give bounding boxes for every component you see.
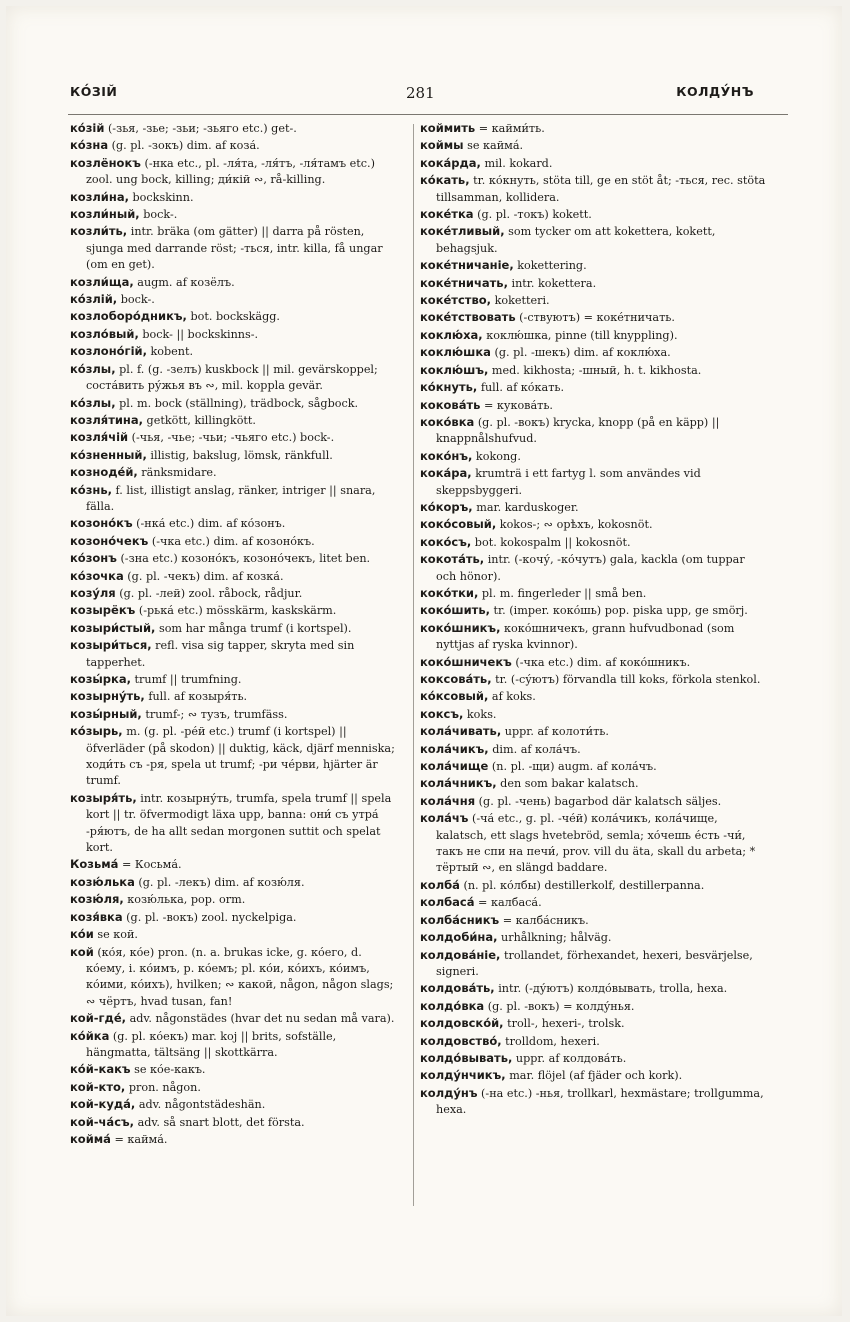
headword: козли́на, bbox=[70, 189, 129, 204]
headword: ко́зырь, bbox=[70, 724, 123, 739]
definition: pl. m. bock (ställning), trädbock, sågbock. bbox=[115, 396, 359, 410]
dictionary-entry bbox=[420, 327, 768, 344]
definition: se кой. bbox=[93, 928, 138, 942]
headword: коке́тствовать bbox=[420, 310, 516, 325]
dictionary-entry bbox=[420, 723, 768, 740]
definition: refl. visa sig tapper, skryta med sin tapperhet. bbox=[86, 639, 355, 669]
dictionary-entry bbox=[70, 568, 402, 585]
page-number: 281 bbox=[406, 84, 435, 102]
dictionary-entry bbox=[420, 414, 768, 448]
dictionary-entry bbox=[70, 723, 402, 790]
headword: колду́нъ bbox=[420, 1085, 478, 1100]
column-divider bbox=[413, 124, 414, 1206]
headword: коксъ, bbox=[420, 706, 464, 721]
dictionary-entry bbox=[420, 534, 768, 551]
dictionary-entry bbox=[420, 620, 768, 654]
dictionary-entry bbox=[420, 516, 768, 533]
headword: ко́ксовый, bbox=[420, 689, 489, 704]
definition: bock- || bockskinns-. bbox=[138, 327, 259, 341]
headword: ко́зна bbox=[70, 138, 109, 153]
headword: коко́нъ, bbox=[420, 448, 473, 463]
headword: козырну́ть, bbox=[70, 689, 145, 704]
dictionary-entry bbox=[70, 671, 402, 688]
dictionary-entry bbox=[70, 790, 402, 857]
definition: trumf-; ∾ тузъ, trumfäss. bbox=[141, 707, 288, 721]
headword: козля́чій bbox=[70, 430, 129, 445]
headword: колдова́ніе, bbox=[420, 947, 501, 962]
dictionary-entry bbox=[420, 980, 768, 997]
headword: козли́ть, bbox=[70, 224, 128, 239]
dictionary-entry bbox=[420, 758, 768, 775]
definition: af koks. bbox=[488, 690, 536, 704]
definition: urhålkning; hålväg. bbox=[497, 931, 612, 945]
definition: (ко́я, ко́е) pron. (n. a. brukas icke, g. ко́его, d. ко́ему, i. ко́имъ, p. ко́емъ; pl. ко́и, ко́ихъ, ко́имъ, ко́ими, ко́ихъ), hvilken; ∾ какой, någon, någon slags; ∾ чёртъ, hvad tusan, fan! bbox=[86, 945, 394, 1008]
headword: козу́ля bbox=[70, 585, 116, 600]
definition: kobent. bbox=[146, 345, 194, 359]
dictionary-entry bbox=[70, 706, 402, 723]
dictionary-entry bbox=[70, 944, 402, 1011]
dictionary-entry bbox=[70, 1010, 402, 1027]
dictionary-entry bbox=[420, 499, 768, 516]
headword: колдовско́й, bbox=[420, 1016, 504, 1031]
headword: козырёкъ bbox=[70, 603, 136, 618]
dictionary-entry bbox=[420, 998, 768, 1015]
dictionary-entry bbox=[420, 292, 768, 309]
left-guide-word: КО́ЗІЙ bbox=[70, 84, 118, 99]
headword: коке́тничать, bbox=[420, 275, 508, 290]
definition: intr. bräka (om gätter) || darra på rösten, sjunga med darrande röst; -ться, intr. killa, få ungar (om en get). bbox=[86, 225, 383, 272]
headword: коко́шить, bbox=[420, 603, 490, 618]
dictionary-entry bbox=[70, 620, 402, 637]
definition: dim. af кола́чъ. bbox=[488, 742, 581, 756]
dictionary-entry bbox=[70, 874, 402, 891]
headword: коко́тки, bbox=[420, 585, 479, 600]
headword: коко́совый, bbox=[420, 517, 497, 532]
dictionary-entry bbox=[420, 206, 768, 223]
dictionary-entry bbox=[70, 515, 402, 532]
dictionary-entry bbox=[70, 326, 402, 343]
headword: колба́ bbox=[420, 877, 460, 892]
dictionary-entry bbox=[70, 447, 402, 464]
dictionary-entry bbox=[420, 397, 768, 414]
headword: коймить bbox=[420, 121, 476, 135]
dictionary-entry bbox=[420, 344, 768, 361]
dictionary-entry bbox=[420, 137, 768, 154]
headword: кокова́ть bbox=[420, 397, 481, 412]
header-rule bbox=[68, 114, 788, 115]
definition: troll-, hexeri-, trolsk. bbox=[503, 1017, 625, 1031]
headword: кола́чникъ, bbox=[420, 776, 497, 791]
headword: козыря́ть, bbox=[70, 790, 137, 805]
definition: med. kikhosta; -шный, h. t. kikhosta. bbox=[488, 363, 702, 377]
definition: (-зья, -зье; -зьи; -зьяго etc.) get-. bbox=[104, 122, 297, 135]
dictionary-entry bbox=[420, 585, 768, 602]
definition: = калба́сникъ. bbox=[499, 913, 589, 927]
dictionary-entry bbox=[420, 223, 768, 257]
dictionary-entry bbox=[70, 550, 402, 567]
headword: ко́знь, bbox=[70, 482, 112, 497]
headword: козло́вый, bbox=[70, 326, 139, 341]
headword: колду́нчикъ, bbox=[420, 1068, 506, 1083]
definition: full. af козыря́ть. bbox=[144, 690, 248, 704]
definition: koks. bbox=[463, 707, 497, 721]
definition: trollandet, förhexandet, hexeri, besvärjelse, signeri. bbox=[436, 948, 753, 978]
headword: кола́чивать, bbox=[420, 724, 502, 739]
definition: = кукова́ть. bbox=[480, 398, 553, 412]
dictionary-entry bbox=[70, 585, 402, 602]
headword: ко́кнуть, bbox=[420, 380, 478, 395]
definition: tr. (imper. коко́шь) pop. piska upp, ge smörj. bbox=[490, 604, 748, 618]
headword: коклю́ха, bbox=[420, 327, 483, 342]
definition: tr. ко́кнуть, stöta till, ge en stöt åt; -ться, rec. stöta tillsamman, kollidera. bbox=[436, 174, 766, 204]
dictionary-entry bbox=[70, 1061, 402, 1078]
headword: ко́и bbox=[70, 927, 94, 942]
dictionary-entry bbox=[70, 429, 402, 446]
right-column bbox=[420, 120, 768, 1119]
dictionary-entry bbox=[70, 464, 402, 481]
dictionary-entry bbox=[70, 1079, 402, 1096]
dictionary-entry bbox=[70, 533, 402, 550]
dictionary-entry bbox=[70, 688, 402, 705]
dictionary-entry bbox=[70, 308, 402, 325]
headword: колба́сникъ bbox=[420, 912, 500, 927]
definition: tr. (-су́ютъ) förvandla till koks, förkola stenkol. bbox=[491, 673, 761, 686]
definition: intr. (-кочу́, -ко́чутъ) gala, kackla (om tuppar och hönor). bbox=[436, 553, 745, 583]
definition: (g. pl. -токъ) kokett. bbox=[473, 208, 592, 222]
dictionary-entry bbox=[70, 343, 402, 360]
definition: som tycker om att kokettera, kokett, behagsjuk. bbox=[436, 225, 716, 255]
dictionary-entry bbox=[70, 482, 402, 516]
headword: кока́ра, bbox=[420, 466, 472, 481]
headword: козы́рный, bbox=[70, 706, 142, 721]
headword: кола́чня bbox=[420, 793, 476, 808]
definition: kokettering. bbox=[513, 259, 587, 273]
headword: коке́тство, bbox=[420, 293, 492, 308]
headword: коко́съ, bbox=[420, 534, 472, 549]
headword: коке́тливый, bbox=[420, 224, 505, 239]
headword: козлёнокъ bbox=[70, 155, 141, 170]
dictionary-entry bbox=[70, 120, 402, 137]
definition: full. af ко́кать. bbox=[477, 381, 565, 395]
headword: коке́тничаніе, bbox=[420, 258, 514, 273]
definition: (-чья, -чье; -чьи; -чьяго etc.) bock-. bbox=[128, 431, 335, 445]
dictionary-entry bbox=[70, 223, 402, 273]
dictionary-entry bbox=[420, 706, 768, 723]
definition: bockskinn. bbox=[128, 190, 194, 204]
headword: козли́ща, bbox=[70, 274, 134, 289]
headword: коклю́шка bbox=[420, 345, 491, 360]
definition: = кайма́. bbox=[110, 1132, 168, 1146]
dictionary-entry bbox=[420, 551, 768, 585]
dictionary-entry bbox=[420, 448, 768, 465]
headword: колдо́вка bbox=[420, 998, 485, 1013]
headword: козю́лька bbox=[70, 874, 135, 889]
headword: колдова́ть, bbox=[420, 981, 495, 996]
headword: ко́йка bbox=[70, 1028, 110, 1043]
definition: adv. så snart blott, det första. bbox=[134, 1115, 305, 1129]
definition: ränksmidare. bbox=[137, 466, 217, 480]
definition: krumträ i ett fartyg l. som användes vid skeppsbyggeri. bbox=[436, 467, 701, 497]
dictionary-entry bbox=[70, 274, 402, 291]
definition: (g. pl. -чекъ) dim. af козка́. bbox=[123, 569, 284, 583]
headword: кола́чикъ, bbox=[420, 741, 489, 756]
headword: коко́шничекъ bbox=[420, 654, 512, 669]
definition: bot. kokospalm || kokosnöt. bbox=[471, 535, 631, 549]
definition: pl. f. (g. -зелъ) kuskbock || mil. gevärskoppel; соста́вить ру́жья въ ∾, mil. koppla gevär. bbox=[86, 362, 378, 393]
dictionary-entry bbox=[420, 1015, 768, 1032]
dictionary-entry bbox=[70, 1131, 402, 1148]
definition: adv. någontstädeshän. bbox=[135, 1098, 266, 1112]
definition: som har många trumf (i kortspel). bbox=[155, 621, 352, 635]
definition: (g. pl. -вокъ) zool. nyckelpiga. bbox=[122, 910, 297, 924]
headword: ко́коръ, bbox=[420, 499, 473, 514]
definition: bock-. bbox=[139, 208, 178, 222]
dictionary-entry bbox=[70, 1096, 402, 1113]
definition: (g. pl. -шекъ) dim. af коклю́ха. bbox=[490, 346, 671, 360]
definition: pron. någon. bbox=[125, 1080, 201, 1094]
headword: ко́зій bbox=[70, 121, 105, 135]
definition: (g. pl. -лей) zool. råbock, rådjur. bbox=[115, 586, 303, 600]
definition: pl. m. fingerleder || små ben. bbox=[478, 586, 647, 600]
left-column bbox=[70, 120, 402, 1148]
dictionary-entry bbox=[70, 137, 402, 154]
headword: коко́вка bbox=[420, 414, 475, 429]
dictionary-entry bbox=[420, 379, 768, 396]
definition: (-рька́ etc.) mösskärm, kaskskärm. bbox=[135, 604, 337, 618]
headword: ко́кать, bbox=[420, 173, 470, 188]
definition: = кайми́ть. bbox=[475, 122, 545, 135]
dictionary-entry bbox=[420, 741, 768, 758]
headword: козноде́й, bbox=[70, 465, 138, 480]
headword: козля́тина, bbox=[70, 412, 143, 427]
definition: коко́шничекъ, grann hufvudbonad (som nyttjas af ryska kvinnor). bbox=[436, 621, 735, 652]
dictionary-entry bbox=[420, 1067, 768, 1084]
headword: Козьма́ bbox=[70, 857, 119, 872]
definition: (g. pl. -чень) bagarbod där kalatsch säljes. bbox=[475, 794, 722, 808]
headword: козыри́ться, bbox=[70, 638, 152, 653]
definition: (-нка́ etc.) dim. af ко́зонъ. bbox=[132, 517, 286, 531]
dictionary-entry bbox=[420, 671, 768, 688]
headword: колбаса́ bbox=[420, 895, 475, 910]
dictionary-entry bbox=[70, 206, 402, 223]
dictionary-entry bbox=[70, 1114, 402, 1131]
dictionary-entry bbox=[70, 395, 402, 412]
definition: = Косьма́. bbox=[118, 858, 182, 872]
definition: mar. flöjel (af fjäder och kork). bbox=[505, 1069, 683, 1083]
dictionary-entry bbox=[420, 275, 768, 292]
definition: (n. pl. ко́лбы) destillerkolf, destillerpanna. bbox=[459, 878, 705, 892]
dictionary-entry bbox=[420, 1050, 768, 1067]
headword: кола́чъ bbox=[420, 811, 469, 826]
dictionary-entry bbox=[420, 1033, 768, 1050]
headword: козыри́стый, bbox=[70, 620, 156, 635]
headword: кой-ча́съ, bbox=[70, 1114, 135, 1129]
right-guide-word: КОЛДУ́НЪ bbox=[676, 84, 754, 99]
definition: козю́лька, pop. orm. bbox=[123, 893, 246, 907]
headword: кокота́ть, bbox=[420, 552, 485, 567]
definition: (g. pl. -зокъ) dim. af коза́. bbox=[108, 139, 260, 153]
definition: (g. pl. -лекъ) dim. af козю́ля. bbox=[134, 875, 305, 889]
definition: kokong. bbox=[472, 449, 521, 463]
dictionary-entry bbox=[420, 877, 768, 894]
headword: козлоно́гій, bbox=[70, 344, 147, 359]
dictionary-entry bbox=[70, 891, 402, 908]
headword: кой-куда́, bbox=[70, 1097, 136, 1112]
headword: козю́ля, bbox=[70, 892, 124, 907]
dictionary-entry bbox=[70, 155, 402, 189]
definition: = калбаса́. bbox=[474, 896, 542, 910]
headword: ко́злы, bbox=[70, 361, 116, 376]
dictionary-entry bbox=[420, 362, 768, 379]
definition: uppr. af колдова́ть. bbox=[512, 1051, 627, 1065]
definition: adv. någonstädes (hvar det nu sedan må vara). bbox=[126, 1012, 395, 1026]
definition: uppr. af колоти́ть. bbox=[501, 725, 609, 739]
definition: f. list, illistigt anslag, ränker, intriger || snara, fälla. bbox=[86, 483, 376, 513]
definition: intr. козырну́ть, trumfa, spela trumf || spela kort || tr. öfvermodigt läxa upp, banna: они́ съ утра́ -ря́ютъ, de ha allt sedan morgonen suttit och spelat kort. bbox=[86, 791, 392, 855]
dictionary-entry bbox=[420, 155, 768, 172]
headword: колдоби́на, bbox=[420, 930, 498, 945]
dictionary-entry bbox=[70, 856, 402, 873]
definition: (-чка etc.) dim. af коко́шникъ. bbox=[511, 655, 691, 669]
definition: (g. pl. -вокъ) = колду́нья. bbox=[484, 999, 635, 1013]
dictionary-entry bbox=[420, 775, 768, 792]
headword: колдовство́, bbox=[420, 1033, 502, 1048]
dictionary-entry bbox=[420, 810, 768, 877]
definition: illistig, bakslug, lömsk, ränkfull. bbox=[146, 448, 333, 462]
dictionary-entry bbox=[70, 602, 402, 619]
dictionary-entry bbox=[70, 1028, 402, 1062]
definition: se ко́е-какъ. bbox=[130, 1063, 206, 1077]
definition: koketteri. bbox=[491, 294, 550, 308]
dictionary-entry bbox=[70, 189, 402, 206]
dictionary-entry bbox=[420, 120, 768, 137]
dictionary-entry bbox=[420, 602, 768, 619]
headword: коксова́ть, bbox=[420, 672, 492, 686]
definition: trumf || trumfning. bbox=[130, 673, 242, 686]
headword: кой-где́, bbox=[70, 1011, 127, 1026]
dictionary-entry bbox=[70, 361, 402, 395]
definition: (-ча́ etc., g. pl. -че́й) кола́чикъ, кола́чище, kalatsch, ett slags hvetebröd, semla; хо́чешь е́сть -чи́, такъ не спи на печи́, prov. vill du äta, skall du arbeta; * тёртый ∾, en slängd baddare. bbox=[436, 812, 756, 875]
dictionary-entry bbox=[420, 793, 768, 810]
headword: колдо́вывать, bbox=[420, 1050, 513, 1065]
dictionary-entry bbox=[420, 688, 768, 705]
definition: (g. pl. ко́екъ) mar. koj || brits, sofställe, hängmatta, tältsäng || skottkärra. bbox=[86, 1029, 337, 1059]
definition: m. (g. pl. -ре́й etc.) trumf (i kortspel) || öfverläder (på skodon) || duktig, käck, djärf menniska; ходи́ть съ -ря, spela ut trumf; -ри че́рви, hjärter är trumf. bbox=[86, 725, 395, 788]
dictionary-entry bbox=[70, 637, 402, 671]
headword: кой bbox=[70, 944, 94, 959]
headword: ко́зочка bbox=[70, 568, 124, 583]
dictionary-entry bbox=[420, 465, 768, 499]
definition: kokos-; ∾ орѣхъ, kokosnöt. bbox=[496, 518, 653, 532]
headword: ко́й-какъ bbox=[70, 1062, 131, 1077]
definition: (-ствуютъ) = коке́тничать. bbox=[515, 311, 675, 325]
dictionary-entry bbox=[420, 257, 768, 274]
dictionary-entry bbox=[420, 172, 768, 206]
dictionary-entry bbox=[420, 309, 768, 326]
definition: (g. pl. -вокъ) krycka, knopp (på en käpp) || knappnålshufvud. bbox=[436, 415, 720, 446]
headword: коке́тка bbox=[420, 207, 474, 222]
dictionary-entry bbox=[420, 947, 768, 981]
definition: (n. pl. -щи) augm. af кола́чъ. bbox=[488, 760, 657, 774]
definition: intr. kokettera. bbox=[507, 276, 597, 290]
definition: augm. af козёлъ. bbox=[133, 275, 235, 289]
dictionary-entry bbox=[70, 926, 402, 943]
headword: ко́злій, bbox=[70, 292, 118, 307]
definition: коклю́шка, pinne (till knyppling). bbox=[482, 328, 678, 342]
definition: mar. karduskoger. bbox=[472, 500, 579, 514]
headword: козоно́къ bbox=[70, 516, 133, 531]
dictionary-entry bbox=[70, 291, 402, 308]
headword: козы́рка, bbox=[70, 672, 131, 686]
book-page bbox=[6, 6, 842, 1316]
headword: козя́вка bbox=[70, 909, 123, 924]
definition: se каймá. bbox=[463, 139, 524, 153]
dictionary-entry bbox=[420, 654, 768, 671]
dictionary-entry bbox=[70, 909, 402, 926]
definition: trolldom, hexeri. bbox=[501, 1034, 600, 1048]
definition: (-зна etc.) козоно́къ, козоно́чекъ, litet ben. bbox=[116, 552, 371, 566]
definition: (-на etc.) -нья, trollkarl, hexmästare; trollgumma, hexa. bbox=[436, 1086, 764, 1117]
headword: козоно́чекъ bbox=[70, 533, 149, 548]
headword: коймы bbox=[420, 138, 464, 153]
dictionary-entry bbox=[70, 412, 402, 429]
headword: козлоборо́дникъ, bbox=[70, 309, 187, 324]
headword: коко́шникъ, bbox=[420, 620, 501, 635]
headword: ко́зонъ bbox=[70, 551, 117, 566]
dictionary-entry bbox=[420, 894, 768, 911]
definition: bock-. bbox=[117, 293, 155, 307]
headword: ко́злы, bbox=[70, 395, 116, 410]
definition: getkött, killingkött. bbox=[143, 413, 256, 427]
dictionary-entry bbox=[420, 1085, 768, 1119]
definition: mil. kokard. bbox=[480, 156, 553, 170]
dictionary-entry bbox=[420, 912, 768, 929]
headword: коклю́шъ, bbox=[420, 362, 489, 377]
dictionary-entry bbox=[420, 929, 768, 946]
headword: кой-кто, bbox=[70, 1079, 126, 1094]
definition: (-нка etc., pl. -ля́та, -ля́тъ, -ля́тамъ etc.) zool. ung bock, killing; ди́кій ∾, rå-killing. bbox=[86, 156, 375, 187]
headword: ко́зненный, bbox=[70, 447, 147, 462]
definition: den som bakar kalatsch. bbox=[496, 777, 639, 791]
headword: кола́чище bbox=[420, 759, 489, 774]
definition: intr. (-ду́ютъ) колдо́вывать, trolla, hexa. bbox=[494, 982, 728, 996]
headword: койма́ bbox=[70, 1131, 111, 1146]
headword: козли́ный, bbox=[70, 207, 140, 222]
headword: кока́рда, bbox=[420, 155, 481, 170]
definition: (-чка etc.) dim. af козоно́къ. bbox=[148, 534, 315, 548]
definition: bot. bockskägg. bbox=[186, 310, 280, 324]
